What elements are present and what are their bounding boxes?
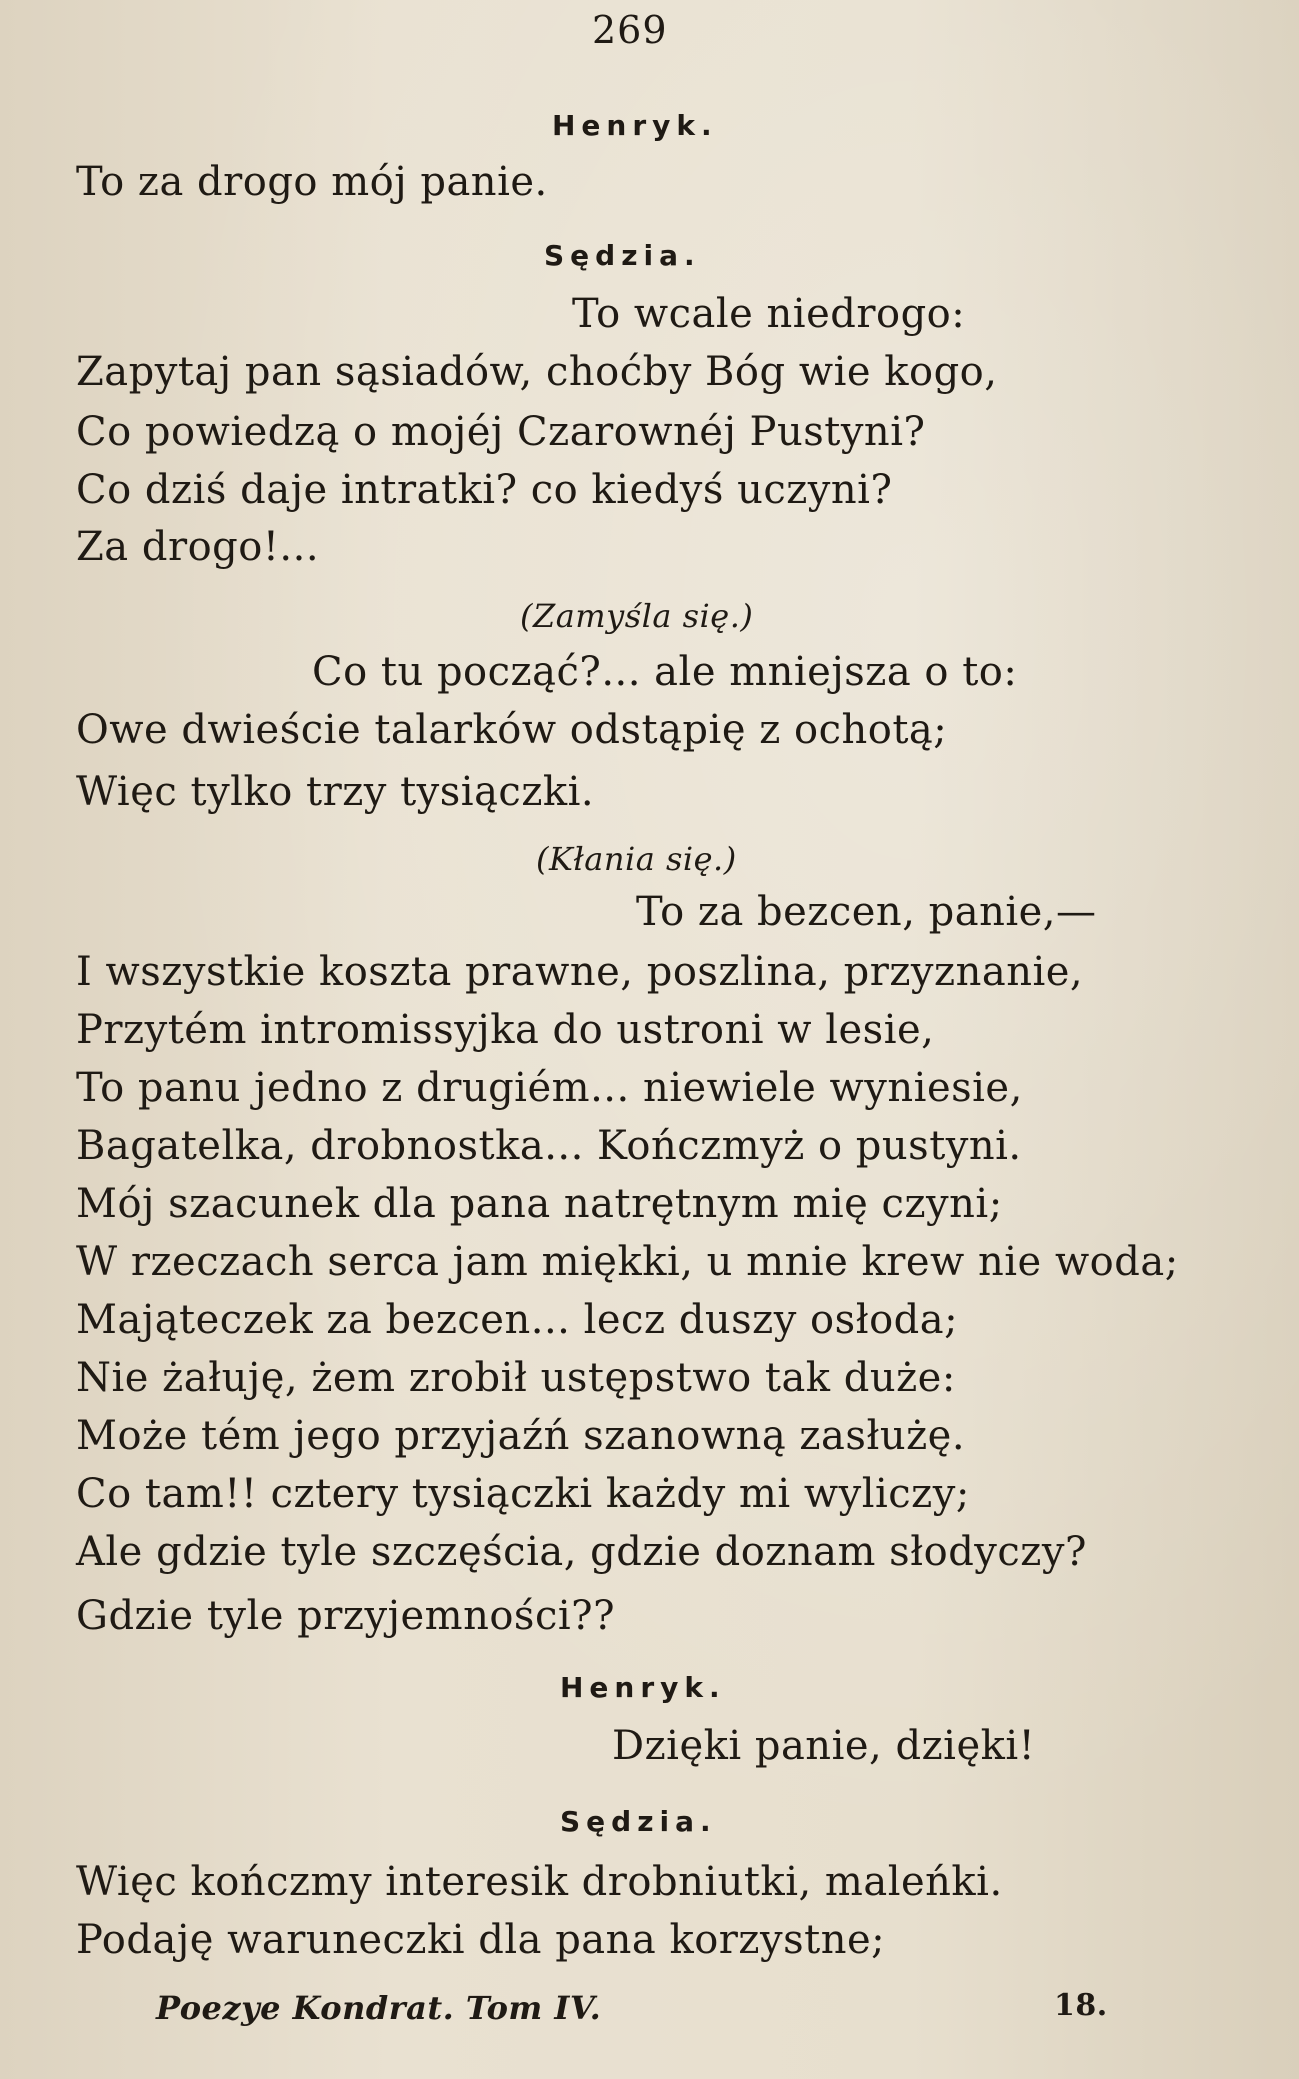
verse-line: Zapytaj pan sąsiadów, choćby Bóg wie kogo, xyxy=(76,349,998,395)
verse-line: Bagatelka, drobnostka... Kończmyż o pustyni. xyxy=(76,1123,1022,1169)
verse-line: Nie żałuję, żem zrobił ustępstwo tak duże: xyxy=(76,1355,956,1401)
verse-line: Dzięki panie, dzięki! xyxy=(612,1723,1036,1769)
speaker-sedzia: Sędzia. xyxy=(544,239,701,272)
verse-line: Za drogo!... xyxy=(76,524,320,570)
footer-title: Poezye Kondrat. Tom IV. xyxy=(156,1989,602,2027)
verse-line: I wszystkie koszta prawne, poszlina, przyznanie, xyxy=(76,949,1084,995)
page-number: 269 xyxy=(592,8,668,52)
verse-line: Gdzie tyle przyjemności?? xyxy=(76,1593,616,1639)
speaker-henryk: Henryk. xyxy=(552,109,718,142)
verse-line: To za drogo mój panie. xyxy=(76,159,548,205)
verse-line: Owe dwieście talarków odstąpię z ochotą; xyxy=(76,707,948,753)
verse-line: Więc kończmy interesik drobniutki, maleńki. xyxy=(76,1859,1003,1905)
stage-direction: (Zamyśla się.) xyxy=(520,597,754,635)
verse-line: Co powiedzą o mojéj Czarownéj Pustyni? xyxy=(76,409,926,455)
verse-line: Może tém jego przyjaźń szanowną zasłużę. xyxy=(76,1413,966,1459)
verse-line: To wcale niedrogo: xyxy=(572,291,966,337)
verse-line: To panu jedno z drugiém... niewiele wyniesie, xyxy=(76,1065,1023,1111)
verse-line: To za bezcen, panie,— xyxy=(636,889,1097,935)
verse-line: Podaję waruneczki dla pana korzystne; xyxy=(76,1917,886,1963)
verse-line: Mająteczek za bezcen... lecz duszy osłoda; xyxy=(76,1297,959,1343)
verse-line: Co tam!! cztery tysiączki każdy mi wyliczy; xyxy=(76,1471,970,1517)
verse-line: Ale gdzie tyle szczęścia, gdzie doznam słodyczy? xyxy=(76,1529,1087,1575)
verse-line: Przytém intromissyjka do ustroni w lesie, xyxy=(76,1007,935,1053)
signature-mark: 18. xyxy=(1054,1988,1108,2023)
stage-direction: (Kłania się.) xyxy=(536,840,737,878)
verse-line: W rzeczach serca jam miękki, u mnie krew nie woda; xyxy=(76,1239,1179,1285)
speaker-sedzia: Sędzia. xyxy=(560,1805,717,1838)
verse-line: Mój szacunek dla pana natrętnym mię czyni; xyxy=(76,1181,1003,1227)
verse-line: Co dziś daje intratki? co kiedyś uczyni? xyxy=(76,467,893,513)
verse-line: Co tu począć?... ale mniejsza o to: xyxy=(312,649,1018,695)
speaker-henryk: Henryk. xyxy=(560,1671,726,1704)
verse-line: Więc tylko trzy tysiączki. xyxy=(76,769,595,815)
